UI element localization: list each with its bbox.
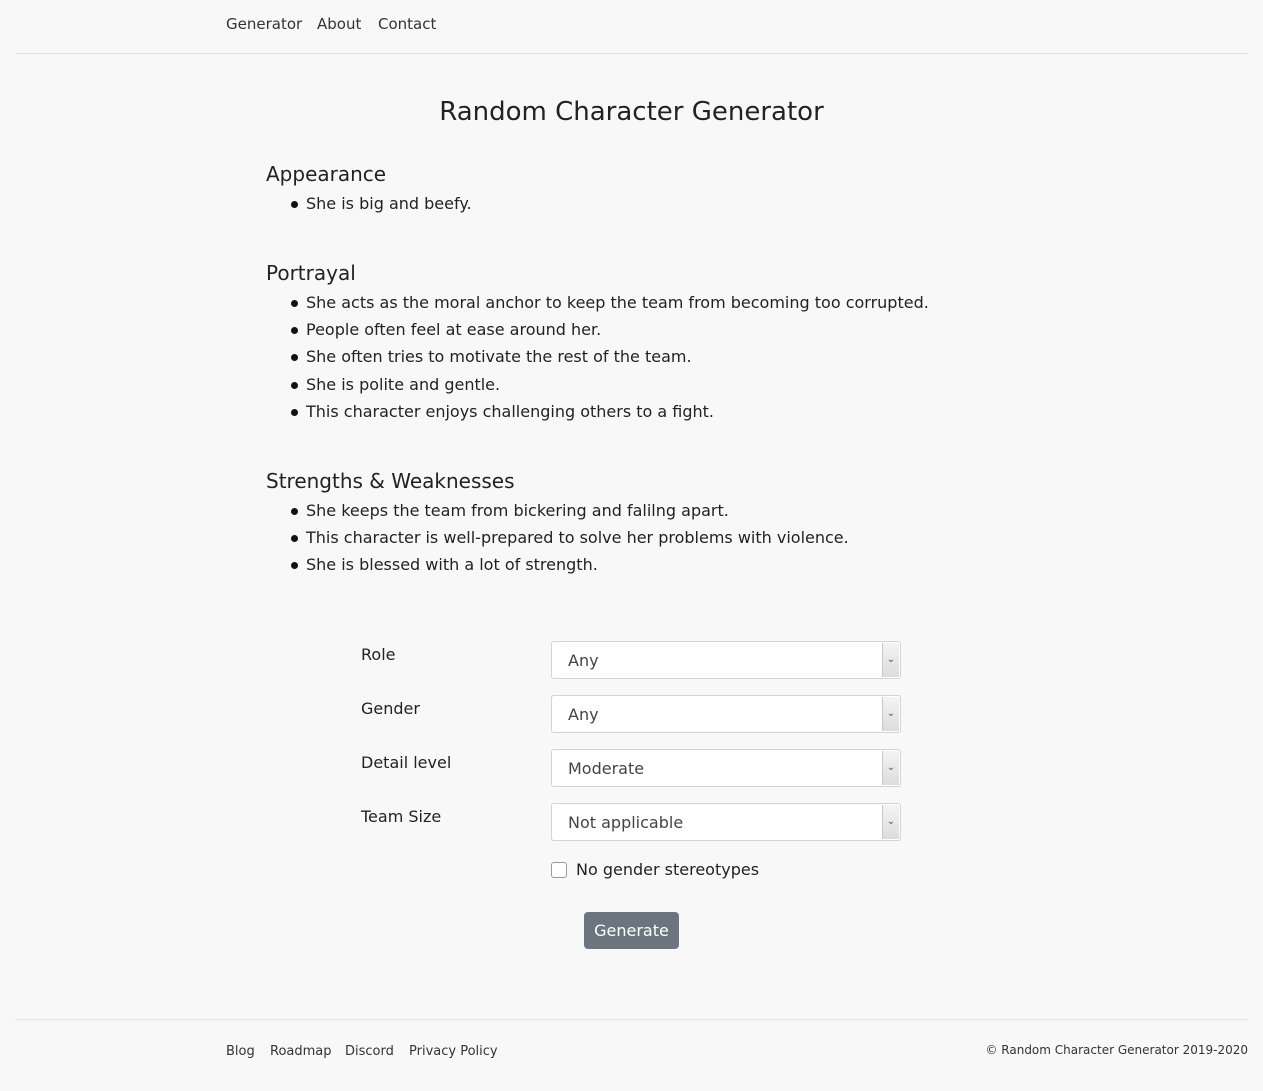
portrayal-heading: Portrayal: [266, 261, 356, 285]
team-size-select-value: Not applicable: [568, 813, 684, 832]
strengths-weaknesses-section: [266, 467, 986, 579]
footer-discord-link[interactable]: Discord: [345, 1044, 394, 1059]
footer-blog-link[interactable]: Blog: [226, 1044, 255, 1059]
role-label: Role: [361, 645, 396, 664]
top-navbar: [15, 0, 1248, 54]
gender-select[interactable]: [551, 695, 901, 733]
chevron-down-icon: ⌄: [882, 751, 899, 785]
no-gender-stereotypes-checkbox[interactable]: [551, 862, 567, 878]
list-item: This character is well-prepared to solve her problems with violence.: [266, 524, 986, 551]
gender-select-value: Any: [568, 705, 599, 724]
footer-privacy-policy-link[interactable]: Privacy Policy: [409, 1044, 498, 1059]
strengths-weaknesses-heading: Strengths & Weaknesses: [266, 469, 515, 493]
gender-label: Gender: [361, 699, 420, 718]
nav-generator-link[interactable]: Generator: [226, 15, 303, 33]
list-item: She is blessed with a lot of strength.: [266, 551, 986, 578]
list-item: She is big and beefy.: [266, 190, 986, 217]
chevron-down-icon: ⌄: [882, 643, 899, 677]
list-item: People often feel at ease around her.: [266, 316, 986, 343]
appearance-section: [266, 160, 986, 217]
nav-about-link[interactable]: About: [317, 15, 362, 33]
portrayal-section: [266, 259, 986, 425]
role-select-value: Any: [568, 651, 599, 670]
footer-divider: [15, 1019, 1248, 1020]
nav-contact-link[interactable]: Contact: [378, 15, 437, 33]
role-select[interactable]: [551, 641, 901, 679]
list-item: She often tries to motivate the rest of the team.: [266, 343, 986, 370]
chevron-down-icon: ⌄: [882, 697, 899, 731]
strengths-weaknesses-list: [266, 497, 986, 579]
page-title: Random Character Generator: [439, 97, 824, 127]
list-item: This character enjoys challenging others to a fight.: [266, 398, 986, 425]
team-size-select[interactable]: [551, 803, 901, 841]
chevron-down-icon: ⌄: [882, 805, 899, 839]
footer-roadmap-link[interactable]: Roadmap: [270, 1044, 332, 1059]
appearance-heading: Appearance: [266, 162, 387, 186]
list-item: She acts as the moral anchor to keep the team from becoming too corrupted.: [266, 289, 986, 316]
detail-level-select-value: Moderate: [568, 759, 645, 778]
team-size-label: Team Size: [361, 807, 442, 826]
no-gender-stereotypes-label[interactable]: No gender stereotypes: [576, 860, 760, 879]
copyright-text: © Random Character Generator 2019-2020: [985, 1043, 1248, 1057]
appearance-list: [266, 190, 986, 217]
generate-button[interactable]: Generate: [584, 912, 679, 949]
detail-level-label: Detail level: [361, 753, 452, 772]
portrayal-list: [266, 289, 986, 425]
detail-level-select[interactable]: [551, 749, 901, 787]
list-item: She is polite and gentle.: [266, 371, 986, 398]
list-item: She keeps the team from bickering and falilng apart.: [266, 497, 986, 524]
